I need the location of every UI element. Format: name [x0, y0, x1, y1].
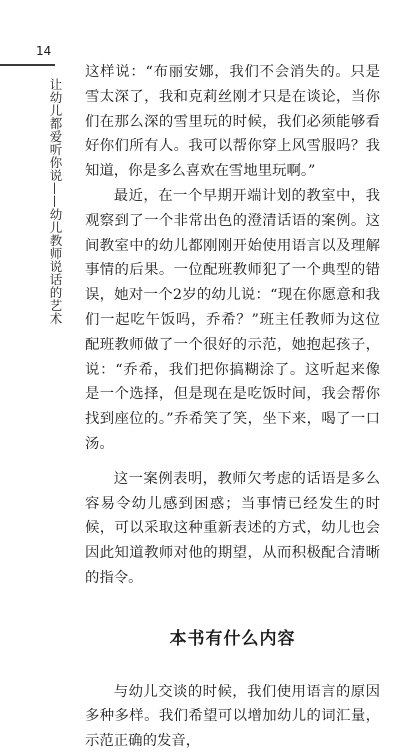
margin-rule: [0, 64, 55, 66]
section-heading: 本书有什么内容: [169, 628, 296, 649]
paragraph: 与幼儿交谈的时候，我们使用语言的原因多种多样。我们希望可以增加幼儿的词汇量，示范正确的发音，: [85, 683, 380, 750]
paragraph-continued: 这样说：“布丽安娜，我们不会消失的。只是雪太深了，我和克莉丝刚才只是在谈论，当你们在那么深的雪里玩的时候，我们必须能够看好你们所有人。我可以帮你穿上风雪服吗？我知道，你是多么喜欢在雪地里玩啊。”: [85, 64, 380, 180]
running-head: 让幼儿都爱听你说——幼儿教师说话的艺术: [48, 78, 63, 325]
page-number: 14: [36, 44, 52, 58]
paragraph: 最近，在一个早期开端计划的教室中，我观察到了一个非常出色的澄清话语的案例。这间教室中的幼儿都刚刚开始使用语言以及理解事情的后果。一位配班教师犯了一个典型的错误，她对一个2岁的幼儿说：“现在你愿意和我们一起吃午饭吗，乔希？”班主任教师为这位配班教师做了一个很好的示范，她抱起孩子，说：“乔希，我们把你搞糊涂了。这听起来像是一个选择，但是现在是吃饭时间，我会帮你找到座位的。”乔希笑了笑，坐下来，喝了一口汤。: [85, 187, 380, 452]
body-text: [85, 60, 380, 754]
paragraph: 这一案例表明，教师欠考虑的话语是多么容易令幼儿感到困惑；当事情已经发生的时候，可以采取这种重新表述的方式，幼儿也会因此知道教师对他的期望，从而积极配合清晰的指令。: [85, 470, 380, 586]
